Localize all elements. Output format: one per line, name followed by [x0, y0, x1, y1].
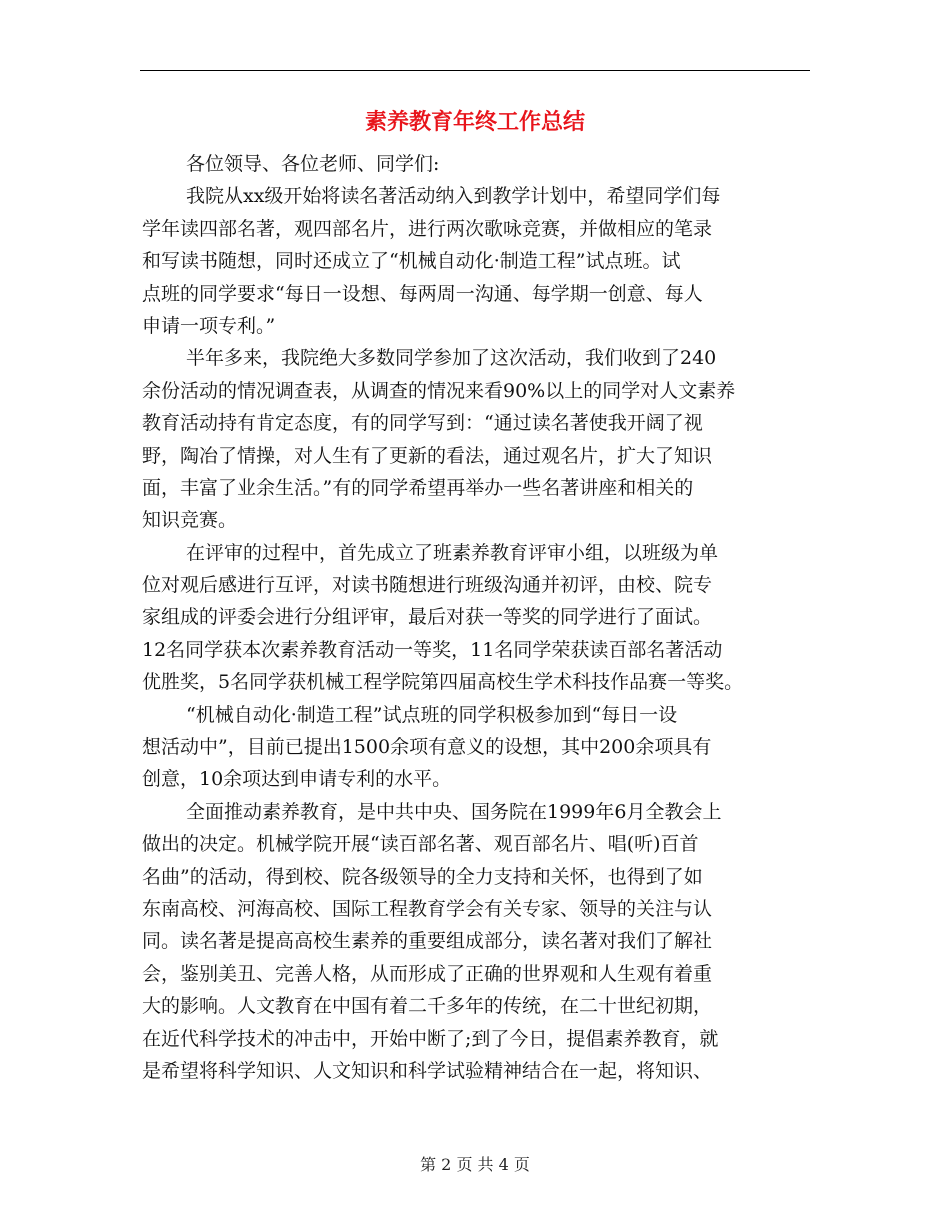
- body-line: 野，陶冶了情操，对人生有了更新的看法，通过观名片，扩大了知识: [142, 444, 713, 467]
- body-line: 面，丰富了业余生活。”有的同学希望再举办一些名著讲座和相关的: [142, 476, 694, 499]
- body-line: 各位领导、各位老师、同学们:: [186, 153, 440, 175]
- body-line: 优胜奖，5名同学获机械工程学院第四届高校生学术科技作品赛一等奖。: [142, 671, 744, 694]
- body-line: 半年多来，我院绝大多数同学参加了这次活动，我们收到了240: [186, 347, 717, 370]
- body-line: 东南高校、河海高校、国际工程教育学会有关专家、领导的关注与认: [142, 897, 713, 920]
- body-line: “机械自动化·制造工程”试点班的同学积极参加到“每日一设: [186, 703, 678, 726]
- document-title: 素养教育年终工作总结: [364, 110, 585, 135]
- body-line: 位对观后感进行互评，对读书随想进行班级沟通并初评，由校、院专: [142, 574, 713, 597]
- body-line: 点班的同学要求“每日一设想、每两周一沟通、每学期一创意、每人: [142, 282, 703, 305]
- body-line: 同。读名著是提高高校生素养的重要组成部分，读名著对我们了解社: [142, 930, 713, 953]
- body-line: 创意，10余项达到申请专利的水平。: [142, 768, 452, 791]
- body-line: 做出的决定。机械学院开展“读百部名著、观百部名片、唱(听)百首: [142, 833, 699, 856]
- page-footer: 第 2 页 共 4 页: [420, 1155, 530, 1174]
- header-rule: [140, 70, 810, 71]
- body-line: 名曲”的活动，得到校、院各级领导的全力支持和关怀，也得到了如: [142, 865, 703, 888]
- body-line: 想活动中”，目前已提出1500余项有意义的设想，其中200余项具有: [142, 736, 712, 759]
- body-line: 教育活动持有肯定态度，有的同学写到：“通过读名著使我开阔了视: [142, 412, 703, 435]
- document-body: [142, 148, 808, 1087]
- body-line: 我院从xx级开始将读名著活动纳入到教学计划中，希望同学们每: [186, 185, 721, 208]
- body-line: 是希望将科学知识、人文知识和科学试验精神结合在一起，将知识、: [142, 1059, 713, 1082]
- body-line: 余份活动的情况调查表，从调查的情况来看90%以上的同学对人文素养: [142, 379, 736, 402]
- body-line: 和写读书随想，同时还成立了“机械自动化·制造工程”试点班。试: [142, 250, 681, 273]
- body-line: 全面推动素养教育，是中共中央、国务院在1999年6月全教会上: [186, 800, 722, 823]
- body-line: 学年读四部名著，观四部名片，进行两次歌咏竞赛，并做相应的笔录: [142, 217, 713, 240]
- body-line: 大的影响。人文教育在中国有着二千多年的传统，在二十世纪初期，: [142, 995, 713, 1018]
- body-line: 在近代科学技术的冲击中，开始中断了;到了今日，提倡素养教育，就: [142, 1027, 719, 1050]
- body-line: 在评审的过程中，首先成立了班素养教育评审小组，以班级为单: [186, 541, 719, 564]
- body-line: 家组成的评委会进行分组评审，最后对获一等奖的同学进行了面试。: [142, 606, 713, 629]
- body-line: 会，鉴别美丑、完善人格，从而形成了正确的世界观和人生观有着重: [142, 962, 713, 985]
- body-line: 申请一项专利。”: [142, 314, 276, 337]
- body-line: 知识竞赛。: [142, 509, 238, 532]
- body-line: 12名同学获本次素养教育活动一等奖，11名同学荣获读百部名著活动: [142, 638, 723, 661]
